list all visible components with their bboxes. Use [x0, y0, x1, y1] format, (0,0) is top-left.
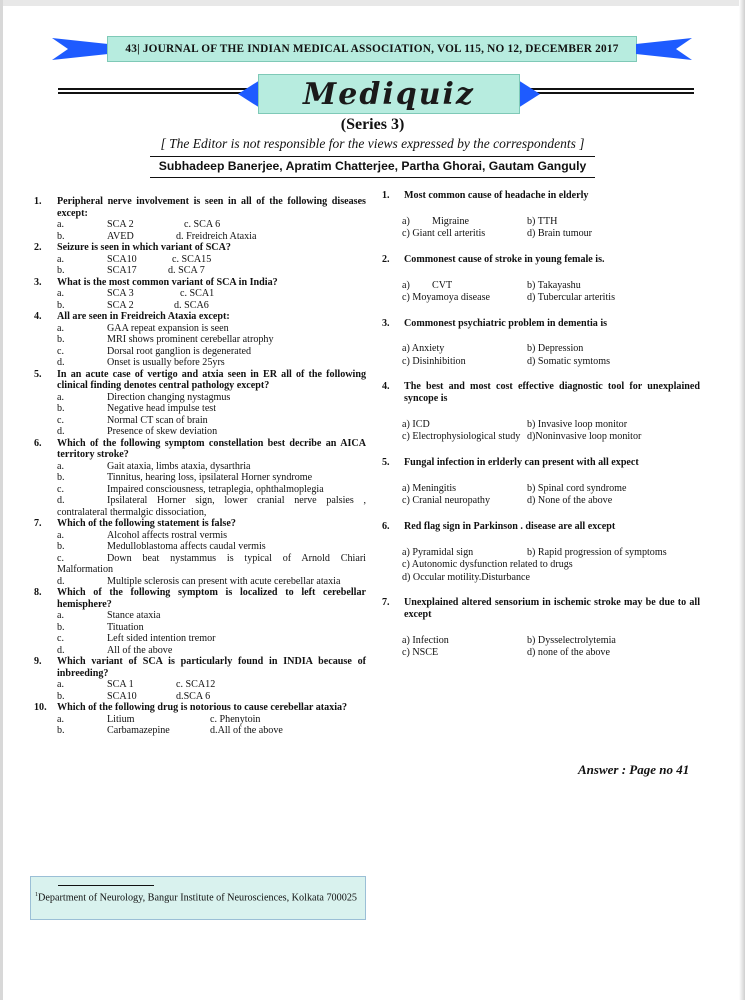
right-q7-options-cd: c) NSCE d) none of the above — [402, 647, 610, 659]
right-q5-options-cd: c) Cranial neuropathy d) None of the above — [402, 495, 613, 507]
right-question-3: 3. Commonest psychiatric problem in dementia is — [382, 317, 608, 329]
left-q1-options-ac: a. SCA 2 c. SCA 6 — [57, 219, 221, 230]
right-question-7: 7. Unexplained altered sensorium in ischemic stroke may be due to all except — [382, 597, 700, 620]
right-question-6: 6. Red flag sign in Parkinson . disease are all except — [382, 520, 616, 532]
left-q5-option-c: c. Normal CT scan of brain — [57, 414, 208, 426]
authors-line: Subhadeep Banerjee, Apratim Chatterjee, Partha Ghorai, Gautam Ganguly — [150, 156, 595, 178]
left-question-4: 4. All are seen in Freidreich Ataxia except: — [34, 311, 230, 322]
answer-page-reference: Answer : Page no 41 — [578, 762, 690, 777]
left-q2-options-ac: a. SCA10 c. SCA15 — [57, 253, 212, 265]
left-q7-option-c: c. Down beat nystammus is typical of Arnold Chiari Malformation — [57, 552, 366, 575]
right-question-column — [382, 190, 700, 660]
series-label: (Series 3) — [340, 116, 405, 133]
left-question-9: 9. Which variant of SCA is particularly found in INDIA because of inbreeding? — [34, 656, 366, 679]
right-q6-option-d: d) Occular motility.Disturbance — [402, 571, 530, 583]
right-question-4: 4. The best and most cost effective diagnostic tool for unexplained syncope is — [382, 381, 700, 405]
right-q5-options-ab: a) Meningitis b) Spinal cord syndrome — [402, 482, 627, 494]
right-question-5: 5. Fungal infection in erlderly can present with all expect — [382, 456, 639, 468]
banner-left-arrow-icon — [52, 36, 112, 62]
left-q7-option-a: a. Alcohol affects rostral vermis — [57, 529, 228, 541]
left-q3-options-bd: b. SCA 2 d. SCA6 — [57, 299, 209, 311]
left-question-8: 8. Which of the following symptom is localized to left cerebellar hemisphere? — [34, 587, 366, 610]
left-q6-option-d: d. Ipsilateral Horner sign, lower cranial nerve palsies , contralateral thermalgic dissociation, — [57, 495, 366, 518]
footnote-rule — [58, 885, 154, 886]
left-q6-option-b: b. Tinnitus, hearing loss, ipsilateral Horner syndrome — [57, 472, 313, 483]
affiliation-footnote — [30, 876, 366, 920]
editor-note: [ The Editor is not responsible for the views expressed by the correspondents ] — [160, 136, 585, 151]
title-rule-left — [58, 88, 260, 98]
left-q6-option-a: a. Gait ataxia, limbs ataxia, dysarthria — [57, 460, 251, 472]
right-q3-options-cd: c) Disinhibition d) Somatic symtoms — [402, 355, 610, 367]
right-q4-options-ab: a) ICD b) Invasive loop monitor — [402, 418, 628, 430]
scan-edge-top — [0, 0, 745, 6]
title-right-wedge-icon — [518, 80, 540, 108]
left-q2-options-bd: b. SCA17 d. SCA 7 — [57, 265, 205, 276]
left-q9-options-bd: b. SCA10 d.SCA 6 — [57, 690, 211, 702]
banner-right-arrow-icon — [632, 36, 692, 62]
left-q5-option-a: a. Direction changing nystagmus — [57, 391, 231, 403]
left-question-6: 6. Which of the following symptom constellation best decribe an AICA territory stroke? — [34, 437, 366, 460]
right-q3-options-ab: a) Anxiety b) Depression — [402, 343, 584, 355]
right-q1-options-ab: a) Migraine b) TTH — [402, 215, 558, 227]
right-q6-option-c: c) Autonomic dysfunction related to drugs — [402, 559, 573, 571]
left-q5-option-b: b. Negative head impulse test — [57, 403, 217, 414]
left-q9-options-ac: a. SCA 1 c. SCA12 — [57, 679, 216, 690]
left-q4-option-b: b. MRI shows prominent cerebellar atrophy — [57, 334, 274, 345]
left-q10-options-bd: b. Carbamazepine d.All of the above — [57, 725, 283, 736]
page-title: Mediquiz — [258, 74, 520, 114]
left-q6-option-c: c. Impaired consciousness, tetraplegia, ophthalmoplegia — [57, 483, 324, 495]
left-q10-options-ac: a. Litium c. Phenytoin — [57, 713, 261, 725]
right-q2-options-ab: a) CVT b) Takayashu — [402, 279, 581, 291]
left-q7-option-b: b. Medulloblastoma affects caudal vermis — [57, 541, 266, 552]
right-q6-options-ab: a) Pyramidal sign b) Rapid progression of symptoms — [402, 546, 667, 558]
title-rule-right — [518, 88, 694, 98]
left-question-10: 10. Which of the following drug is notorious to cause cerebellar ataxia? — [34, 702, 348, 713]
right-q7-options-ab: a) Infection b) Dysselectrolytemia — [402, 634, 616, 646]
right-q1-options-cd: c) Giant cell arteritis d) Brain tumour — [402, 228, 593, 240]
left-q7-option-d: d. Multiple sclerosis can present with acute cerebellar ataxia — [57, 575, 341, 587]
right-question-2: 2. Commonest cause of stroke in young female is. — [382, 253, 605, 265]
left-q3-options-ac: a. SCA 3 c. SCA1 — [57, 288, 215, 299]
left-q5-option-d: d. Presence of skew deviation — [57, 426, 218, 437]
right-q4-options-cd: c) Electrophysiological study d)Noninvasive loop monitor — [402, 431, 642, 443]
footnote-marker: 1 — [35, 892, 38, 898]
journal-banner — [52, 36, 692, 62]
footnote-text: Department of Neurology, Bangur Institute of Neurosciences, Kolkata 700025 — [38, 892, 358, 904]
left-q8-option-a: a. Stance ataxia — [57, 610, 161, 621]
left-q4-option-d: d. Onset is usually before 25yrs — [57, 357, 225, 368]
left-question-3: 3. What is the most common variant of SCA in India? — [34, 276, 278, 288]
left-q8-option-c: c. Left sided intention tremor — [57, 633, 216, 644]
left-question-5: 5. In an acute case of vertigo and atxia seen in ER all of the following clinical finding denotes central pathology except? — [34, 368, 366, 391]
left-question-2: 2. Seizure is seen in which variant of SCA? — [34, 242, 231, 253]
left-q8-option-b: b. Tituation — [57, 621, 144, 633]
left-question-7: 7. Which of the following statement is false? — [34, 518, 236, 529]
left-q4-option-c: c. Dorsal root ganglion is degenerated — [57, 345, 252, 357]
right-question-1: 1. Most common cause of headache in elderly — [382, 190, 589, 201]
left-q8-option-d: d. All of the above — [57, 644, 173, 656]
left-question-1: 1. Peripheral nerve involvement is seen in all of the following diseases except: — [34, 196, 366, 219]
left-q4-option-a: a. GAA repeat expansion is seen — [57, 322, 229, 334]
title-left-wedge-icon — [238, 80, 260, 108]
left-question-column — [34, 196, 366, 737]
journal-line: 43| JOURNAL OF THE INDIAN MEDICAL ASSOCIATION, VOL 115, NO 12, DECEMBER 2017 — [107, 36, 637, 62]
right-q2-options-cd: c) Moyamoya disease d) Tubercular arteritis — [402, 292, 616, 304]
left-q1-options-bd: b. AVED d. Freidreich Ataxia — [57, 230, 257, 242]
